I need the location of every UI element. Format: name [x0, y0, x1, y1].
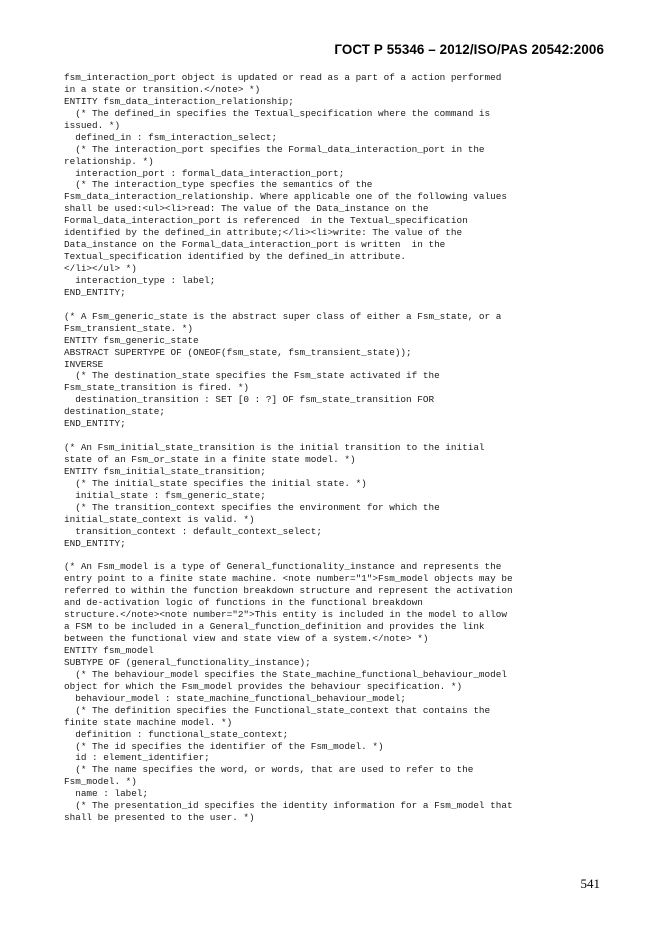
- code-line: structure.</note><note number="2">This entity is included in the model to allow: [64, 609, 507, 621]
- code-line: shall be presented to the user. *): [64, 812, 255, 824]
- blank-line: [64, 550, 609, 562]
- code-line: (* A Fsm_generic_state is the abstract super class of either a Fsm_state, or a: [64, 310, 502, 322]
- code-line: fsm_interaction_port object is updated or read as a part of a action performed: [64, 72, 502, 83]
- express-code-listing: [64, 72, 609, 824]
- document-header: ГОСТ Р 55346 – 2012/ISO/PAS 20542:2006: [334, 42, 604, 57]
- code-line: entry point to a finite state machine. <note number="1">Fsm_model objects may be: [64, 573, 513, 585]
- code-line: behaviour_model : state_machine_functional_behaviour_model;: [64, 692, 407, 704]
- code-line: Data_instance on the Formal_data_interaction_port is written in the: [64, 239, 446, 251]
- code-line: (* The definition specifies the Functional_state_context that contains the: [64, 704, 491, 716]
- code-line: Formal_data_interaction_port is referenced in the Textual_specification: [64, 215, 468, 227]
- code-line: definition : functional_state_context;: [64, 728, 289, 740]
- code-line: (* The defined_in specifies the Textual_specification where the command is: [64, 107, 491, 119]
- code-line: (* An Fsm_model is a type of General_functionality_instance and represents the: [64, 561, 502, 573]
- code-line: relationship. *): [64, 155, 154, 167]
- code-line: (* The behaviour_model specifies the State_machine_functional_behaviour_model: [64, 668, 507, 680]
- code-line: (* The id specifies the identifier of the Fsm_model. *): [64, 740, 384, 752]
- code-line: SUBTYPE OF (general_functionality_instance);: [64, 656, 311, 668]
- blank-line: [64, 430, 609, 442]
- code-line: (* An Fsm_initial_state_transition is the initial transition to the initial: [64, 442, 485, 454]
- code-line: (* The initial_state specifies the initial state. *): [64, 477, 367, 489]
- code-line: finite state machine model. *): [64, 716, 233, 728]
- code-line: ENTITY fsm_data_interaction_relationship;: [64, 95, 294, 107]
- code-line: defined_in : fsm_interaction_select;: [64, 131, 278, 143]
- code-line: (* The interaction_type specfies the semantics of the: [64, 179, 373, 191]
- code-line: Fsm_state_transition is fired. *): [64, 382, 250, 394]
- code-line: id : element_identifier;: [64, 752, 210, 764]
- code-line: (* The name specifies the word, or words, that are used to refer to the: [64, 764, 474, 776]
- code-line: in a state or transition.</note> *): [64, 83, 261, 95]
- code-line: (* The transition_context specifies the environment for which the: [64, 501, 440, 513]
- code-line: END_ENTITY;: [64, 286, 126, 298]
- code-line: (* The destination_state specifies the Fsm_state activated if the: [64, 370, 440, 382]
- code-line: </li></ul> *): [64, 263, 137, 274]
- code-line: referred to within the function breakdown structure and represent the activation: [64, 585, 513, 597]
- code-line: shall be used:<ul><li>read: The value of the Data_instance on the: [64, 203, 429, 215]
- code-line: Fsm_data_interaction_relationship. Where applicable one of the following values: [64, 191, 507, 203]
- code-line: initial_state_context is valid. *): [64, 513, 255, 525]
- code-line: END_ENTITY;: [64, 418, 126, 430]
- code-line: name : label;: [64, 788, 149, 800]
- code-line: Textual_specification identified by the defined_in attribute.: [64, 251, 407, 263]
- code-line: ENTITY fsm_initial_state_transition;: [64, 465, 266, 477]
- code-line: ENTITY fsm_generic_state: [64, 334, 199, 346]
- code-line: destination_state;: [64, 406, 165, 418]
- code-line: a FSM to be included in a General_function_definition and provides the link: [64, 621, 485, 633]
- code-line: END_ENTITY;: [64, 537, 126, 549]
- code-line: interaction_type : label;: [64, 274, 216, 286]
- code-line: and de-activation logic of functions in the functional breakdown: [64, 597, 423, 609]
- code-line: ABSTRACT SUPERTYPE OF (ONEOF(fsm_state, fsm_transient_state));: [64, 346, 412, 358]
- code-line: INVERSE: [64, 358, 104, 370]
- code-line: (* The interaction_port specifies the Formal_data_interaction_port in the: [64, 143, 485, 155]
- code-line: ENTITY fsm_model: [64, 645, 154, 656]
- code-line: transition_context : default_context_select;: [64, 525, 322, 537]
- code-line: between the functional view and state view of a system.</note> *): [64, 633, 429, 645]
- code-line: Fsm_transient_state. *): [64, 322, 193, 334]
- code-line: object for which the Fsm_model provides the behaviour specification. *): [64, 680, 463, 692]
- code-line: identified by the defined_in attribute;</li><li>write: The value of the: [64, 227, 463, 239]
- code-line: initial_state : fsm_generic_state;: [64, 489, 266, 501]
- code-line: state of an Fsm_or_state in a finite state model. *): [64, 454, 356, 465]
- code-line: (* The presentation_id specifies the identity information for a Fsm_model that: [64, 800, 513, 812]
- code-line: destination_transition : SET [0 : ?] OF fsm_state_transition FOR: [64, 394, 435, 406]
- blank-line: [64, 299, 609, 311]
- code-line: issued. *): [64, 119, 121, 131]
- code-line: interaction_port : formal_data_interaction_port;: [64, 167, 345, 179]
- code-line: Fsm_model. *): [64, 776, 137, 788]
- page-number: 541: [580, 876, 600, 891]
